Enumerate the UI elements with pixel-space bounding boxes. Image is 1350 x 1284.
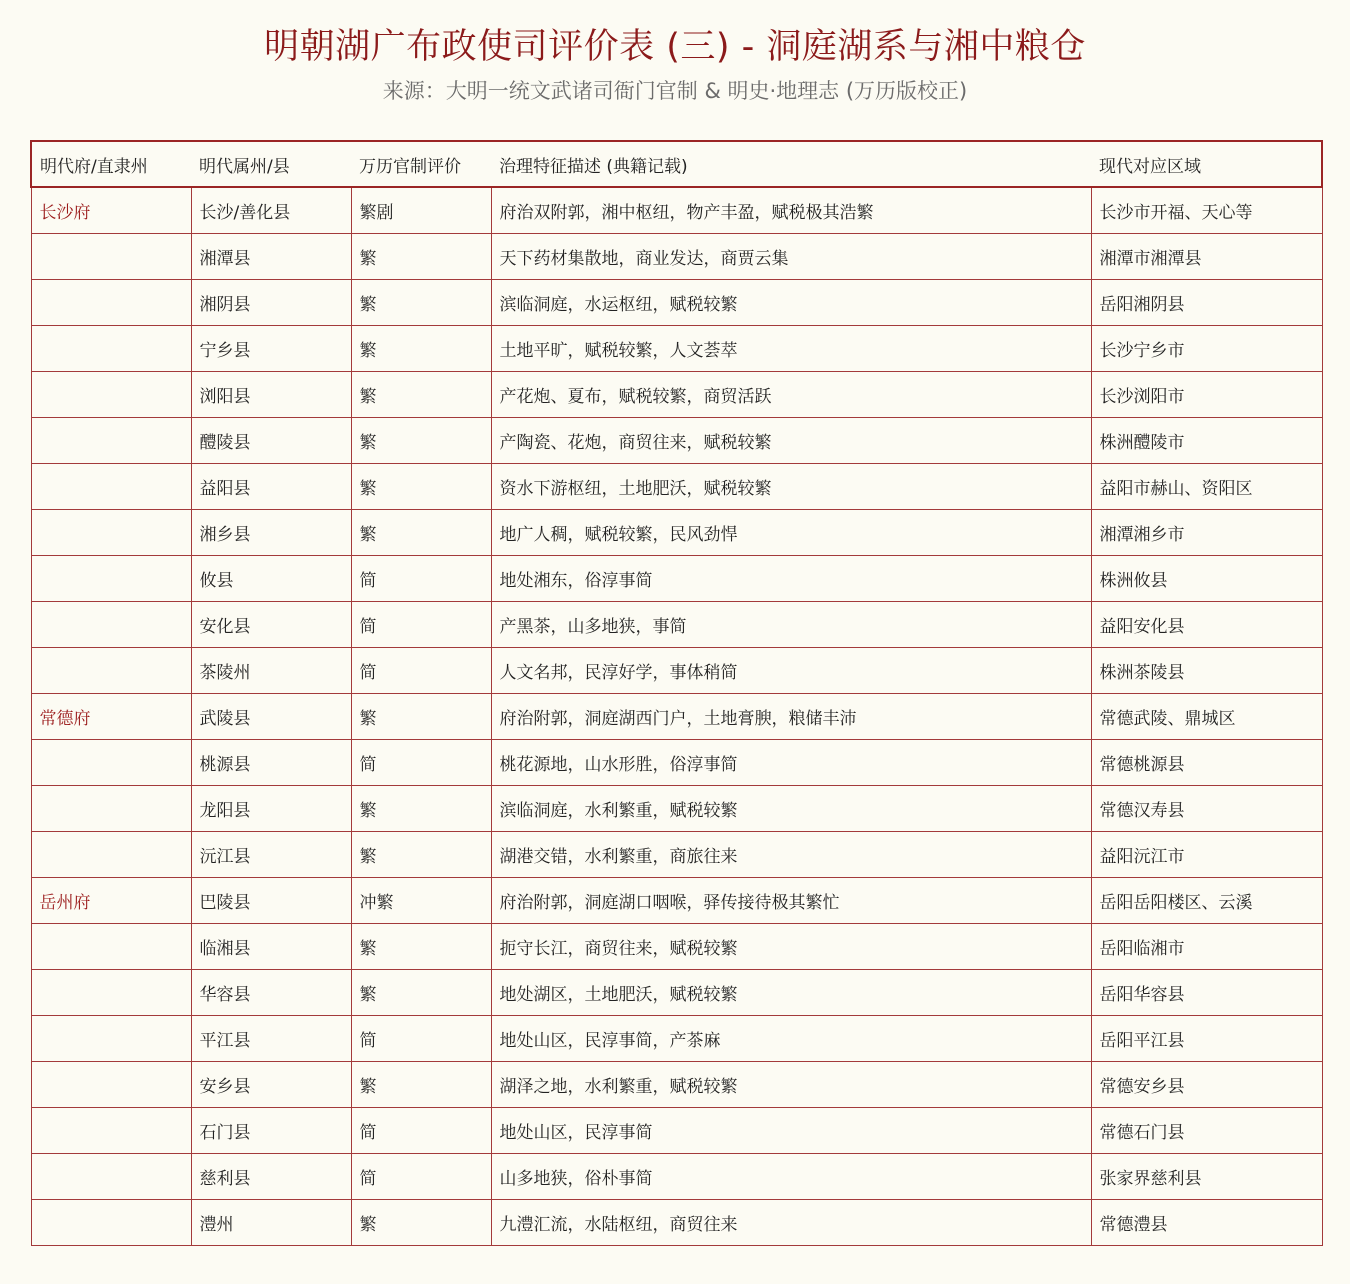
cell-prefecture [31,1200,191,1246]
column-header-modern-region: 现代对应区域 [1091,141,1322,187]
cell-prefecture [31,602,191,648]
cell-prefecture: 常德府 [31,694,191,740]
cell-modern-region: 岳阳平江县 [1091,1016,1322,1062]
cell-modern-region: 常德安乡县 [1091,1062,1322,1108]
table-row [31,648,1322,694]
cell-modern-region: 张家界慈利县 [1091,1154,1322,1200]
cell-modern-region: 常德石门县 [1091,1108,1322,1154]
cell-modern-region: 常德汉寿县 [1091,786,1322,832]
cell-modern-region: 株洲茶陵县 [1091,648,1322,694]
cell-rating: 繁 [351,1062,491,1108]
cell-rating: 简 [351,1154,491,1200]
cell-prefecture [31,740,191,786]
cell-county: 湘乡县 [191,510,351,556]
cell-description: 天下药材集散地，商业发达，商贾云集 [491,234,1091,280]
table-row [31,556,1322,602]
cell-rating: 简 [351,740,491,786]
table-row [31,786,1322,832]
cell-prefecture [31,832,191,878]
cell-county: 武陵县 [191,694,351,740]
table-row [31,464,1322,510]
cell-description: 湖港交错，水利繁重，商旅往来 [491,832,1091,878]
cell-rating: 简 [351,648,491,694]
cell-modern-region: 岳阳华容县 [1091,970,1322,1016]
column-header-prefecture: 明代府/直隶州 [31,141,191,187]
table-row [31,372,1322,418]
cell-county: 安乡县 [191,1062,351,1108]
cell-description: 湖泽之地，水利繁重，赋税较繁 [491,1062,1091,1108]
cell-modern-region: 岳阳岳阳楼区、云溪 [1091,878,1322,924]
table-row [31,970,1322,1016]
table-row [31,602,1322,648]
cell-county: 巴陵县 [191,878,351,924]
cell-description: 府治双附郭，湘中枢纽，物产丰盈，赋税极其浩繁 [491,187,1091,234]
cell-modern-region: 常德澧县 [1091,1200,1322,1246]
table-row [31,740,1322,786]
cell-rating: 繁 [351,280,491,326]
cell-rating: 繁 [351,832,491,878]
cell-prefecture [31,1154,191,1200]
cell-county: 澧州 [191,1200,351,1246]
table-row [31,878,1322,924]
cell-modern-region: 长沙市开福、天心等 [1091,187,1322,234]
table-row [31,187,1322,234]
cell-county: 安化县 [191,602,351,648]
cell-description: 山多地狭，俗朴事简 [491,1154,1091,1200]
cell-description: 地处山区，民淳事简 [491,1108,1091,1154]
cell-county: 湘潭县 [191,234,351,280]
cell-description: 桃花源地，山水形胜，俗淳事简 [491,740,1091,786]
cell-rating: 简 [351,1108,491,1154]
cell-prefecture [31,372,191,418]
cell-rating: 简 [351,1016,491,1062]
cell-description: 产黑茶，山多地狭，事简 [491,602,1091,648]
table-row [31,1108,1322,1154]
cell-rating: 繁 [351,694,491,740]
table-row [31,510,1322,556]
cell-prefecture [31,326,191,372]
cell-county: 慈利县 [191,1154,351,1200]
column-header-rating: 万历官制评价 [351,141,491,187]
page-title: 明朝湖广布政使司评价表 (三) - 洞庭湖系与湘中粮仓 [264,27,1086,67]
cell-description: 资水下游枢纽，土地肥沃，赋税较繁 [491,464,1091,510]
cell-county: 醴陵县 [191,418,351,464]
cell-description: 府治附郭，洞庭湖口咽喉，驿传接待极其繁忙 [491,878,1091,924]
cell-modern-region: 益阳沅江市 [1091,832,1322,878]
cell-modern-region: 株洲醴陵市 [1091,418,1322,464]
cell-prefecture [31,648,191,694]
cell-rating: 繁 [351,418,491,464]
cell-modern-region: 常德桃源县 [1091,740,1322,786]
cell-modern-region: 岳阳湘阴县 [1091,280,1322,326]
cell-county: 临湘县 [191,924,351,970]
cell-description: 九澧汇流，水陆枢纽，商贸往来 [491,1200,1091,1246]
cell-prefecture [31,234,191,280]
cell-modern-region: 常德武陵、鼎城区 [1091,694,1322,740]
cell-description: 滨临洞庭，水运枢纽，赋税较繁 [491,280,1091,326]
cell-county: 龙阳县 [191,786,351,832]
cell-county: 平江县 [191,1016,351,1062]
cell-county: 攸县 [191,556,351,602]
cell-modern-region: 湘潭湘乡市 [1091,510,1322,556]
column-header-description: 治理特征描述 (典籍记载) [491,141,1091,187]
cell-county: 湘阴县 [191,280,351,326]
page-subtitle: 来源：大明一统文武诸司衙门官制 & 明史·地理志 (万历版校正) [382,79,968,103]
cell-prefecture: 长沙府 [31,187,191,234]
table-row [31,1200,1322,1246]
cell-rating: 繁 [351,464,491,510]
cell-rating: 繁 [351,326,491,372]
cell-modern-region: 益阳安化县 [1091,602,1322,648]
cell-modern-region: 益阳市赫山、资阳区 [1091,464,1322,510]
cell-rating: 冲繁 [351,878,491,924]
table-body [31,187,1322,1246]
cell-description: 滨临洞庭，水利繁重，赋税较繁 [491,786,1091,832]
cell-rating: 繁剧 [351,187,491,234]
table-row [31,326,1322,372]
table-row [31,418,1322,464]
cell-description: 地处湘东，俗淳事简 [491,556,1091,602]
table-row [31,1062,1322,1108]
cell-description: 地广人稠，赋税较繁，民风劲悍 [491,510,1091,556]
cell-modern-region: 长沙浏阳市 [1091,372,1322,418]
cell-prefecture [31,418,191,464]
cell-county: 茶陵州 [191,648,351,694]
cell-rating: 繁 [351,234,491,280]
table-row [31,832,1322,878]
cell-county: 宁乡县 [191,326,351,372]
cell-modern-region: 湘潭市湘潭县 [1091,234,1322,280]
cell-county: 石门县 [191,1108,351,1154]
cell-description: 地处湖区，土地肥沃，赋税较繁 [491,970,1091,1016]
cell-modern-region: 株洲攸县 [1091,556,1322,602]
table-row [31,234,1322,280]
column-header-county: 明代属州/县 [191,141,351,187]
cell-rating: 繁 [351,1200,491,1246]
cell-description: 地处山区，民淳事简，产茶麻 [491,1016,1091,1062]
cell-prefecture: 岳州府 [31,878,191,924]
table-row [31,1016,1322,1062]
cell-prefecture [31,1108,191,1154]
cell-rating: 简 [351,556,491,602]
cell-description: 产陶瓷、花炮，商贸往来，赋税较繁 [491,418,1091,464]
cell-description: 府治附郭，洞庭湖西门户，土地膏腴，粮储丰沛 [491,694,1091,740]
table-row [31,694,1322,740]
cell-prefecture [31,1062,191,1108]
cell-county: 益阳县 [191,464,351,510]
cell-prefecture [31,556,191,602]
evaluation-table [30,140,1323,1246]
cell-prefecture [31,786,191,832]
cell-description: 产花炮、夏布，赋税较繁，商贸活跃 [491,372,1091,418]
cell-description: 扼守长江，商贸往来，赋税较繁 [491,924,1091,970]
table-row [31,280,1322,326]
cell-rating: 繁 [351,970,491,1016]
cell-rating: 繁 [351,786,491,832]
cell-rating: 繁 [351,924,491,970]
cell-county: 浏阳县 [191,372,351,418]
cell-rating: 繁 [351,510,491,556]
cell-prefecture [31,970,191,1016]
cell-county: 桃源县 [191,740,351,786]
cell-prefecture [31,510,191,556]
cell-prefecture [31,924,191,970]
cell-county: 华容县 [191,970,351,1016]
cell-modern-region: 长沙宁乡市 [1091,326,1322,372]
cell-modern-region: 岳阳临湘市 [1091,924,1322,970]
cell-rating: 繁 [351,372,491,418]
table-row [31,1154,1322,1200]
cell-description: 人文名邦，民淳好学，事体稍简 [491,648,1091,694]
cell-prefecture [31,464,191,510]
cell-county: 长沙/善化县 [191,187,351,234]
cell-prefecture [31,1016,191,1062]
table-header-row [31,141,1322,187]
cell-rating: 简 [351,602,491,648]
cell-county: 沅江县 [191,832,351,878]
table-row [31,924,1322,970]
cell-prefecture [31,280,191,326]
cell-description: 土地平旷，赋税较繁，人文荟萃 [491,326,1091,372]
